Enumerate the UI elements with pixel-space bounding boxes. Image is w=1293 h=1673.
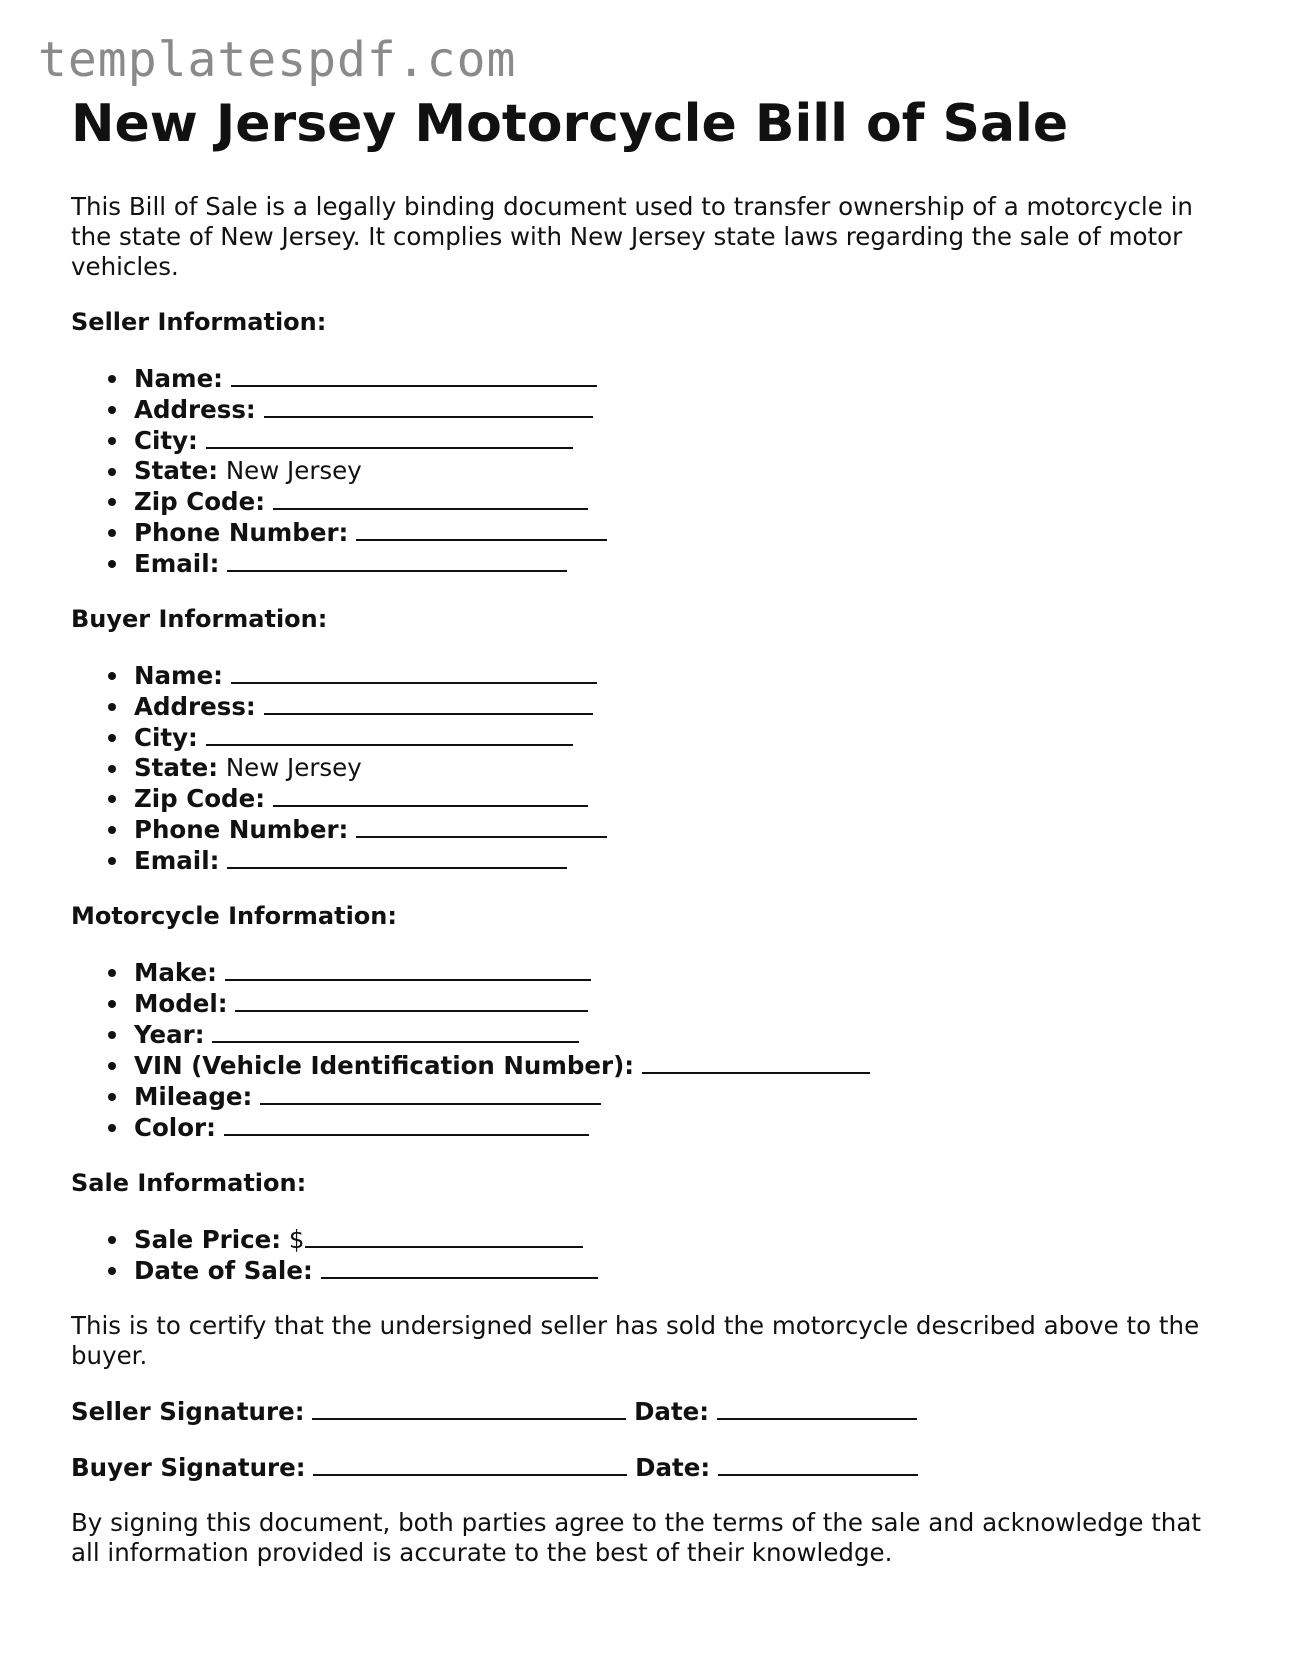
field-label: VIN (Vehicle Identification Number):	[134, 1051, 635, 1080]
seller-city-field[interactable]	[206, 425, 573, 449]
currency-symbol: $	[288, 1225, 305, 1254]
field-label: Sale Price:	[134, 1225, 282, 1254]
certification-paragraph: This is to certify that the undersigned seller has sold the motorcycle described above to the buyer.	[71, 1311, 1200, 1370]
sale-date-item	[134, 1255, 1231, 1286]
motorcycle-field-list	[71, 957, 1231, 1143]
buyer-email-item	[134, 845, 1231, 876]
seller-phone-field[interactable]	[356, 517, 607, 541]
seller-phone-item	[134, 517, 1231, 548]
buyer-address-field[interactable]	[264, 691, 593, 715]
buyer-date-label: Date:	[635, 1453, 711, 1482]
field-label: Address:	[134, 692, 256, 721]
page-title: New Jersey Motorcycle Bill of Sale	[71, 94, 1069, 154]
sale-field-list	[71, 1224, 1231, 1286]
field-label: Zip Code:	[134, 784, 265, 813]
buyer-address-item	[134, 691, 1231, 722]
seller-state-value: New Jersey	[225, 456, 362, 485]
field-label: Phone Number:	[134, 815, 349, 844]
seller-section-heading: Seller Information:	[71, 308, 327, 336]
closing-paragraph: By signing this document, both parties agree to the terms of the sale and acknowledge that all information provided is accurate to the best of their knowledge.	[71, 1508, 1201, 1567]
sale-price-field[interactable]	[305, 1224, 583, 1248]
sale-date-field[interactable]	[321, 1255, 598, 1279]
motorcycle-model-field[interactable]	[235, 988, 588, 1012]
field-label: Email:	[134, 846, 220, 875]
buyer-signature-line	[71, 1452, 1231, 1483]
buyer-date-field[interactable]	[718, 1452, 918, 1476]
seller-signature-line	[71, 1396, 1231, 1427]
motorcycle-year-item	[134, 1019, 1231, 1050]
field-label: Make:	[134, 958, 217, 987]
field-label: Model:	[134, 989, 228, 1018]
field-label: Name:	[134, 364, 223, 393]
buyer-section-heading: Buyer Information:	[71, 605, 328, 633]
motorcycle-vin-field[interactable]	[642, 1050, 870, 1074]
motorcycle-color-field[interactable]	[224, 1112, 589, 1136]
field-label: Address:	[134, 395, 256, 424]
sale-section-heading: Sale Information:	[71, 1169, 307, 1197]
motorcycle-mileage-item	[134, 1081, 1231, 1112]
motorcycle-make-item	[134, 957, 1231, 988]
buyer-zip-field[interactable]	[273, 783, 588, 807]
seller-address-field[interactable]	[264, 394, 593, 418]
sale-price-item	[134, 1224, 1231, 1255]
seller-zip-field[interactable]	[273, 486, 588, 510]
field-label: Color:	[134, 1113, 216, 1142]
buyer-city-field[interactable]	[206, 722, 573, 746]
buyer-phone-field[interactable]	[356, 814, 607, 838]
seller-address-item	[134, 394, 1231, 425]
buyer-zip-item	[134, 783, 1231, 814]
intro-paragraph: This Bill of Sale is a legally binding document used to transfer ownership of a motorcycle in the state of New Jersey. It complies with New Jersey state laws regarding the sale of motor vehicles.	[71, 192, 1193, 281]
seller-zip-item	[134, 486, 1231, 517]
field-label: City:	[134, 426, 198, 455]
seller-field-list	[71, 363, 1231, 579]
seller-date-label: Date:	[634, 1397, 710, 1426]
field-label: Email:	[134, 549, 220, 578]
field-label: Year:	[134, 1020, 205, 1049]
seller-name-field[interactable]	[231, 363, 597, 387]
seller-state-item	[134, 456, 1231, 486]
motorcycle-section-heading: Motorcycle Information:	[71, 902, 397, 930]
motorcycle-mileage-field[interactable]	[260, 1081, 601, 1105]
field-label: Date of Sale:	[134, 1256, 313, 1285]
seller-city-item	[134, 425, 1231, 456]
buyer-email-field[interactable]	[227, 845, 567, 869]
seller-signature-label: Seller Signature:	[71, 1397, 305, 1426]
field-label: State:	[134, 456, 219, 485]
motorcycle-year-field[interactable]	[212, 1019, 579, 1043]
buyer-field-list	[71, 660, 1231, 876]
watermark: templatespdf.com	[38, 32, 517, 88]
buyer-name-field[interactable]	[231, 660, 597, 684]
buyer-name-item	[134, 660, 1231, 691]
buyer-state-item	[134, 753, 1231, 783]
seller-email-field[interactable]	[227, 548, 567, 572]
seller-date-field[interactable]	[717, 1396, 917, 1420]
buyer-state-value: New Jersey	[225, 753, 362, 782]
motorcycle-model-item	[134, 988, 1231, 1019]
field-label: City:	[134, 723, 198, 752]
field-label: Mileage:	[134, 1082, 253, 1111]
document-page	[71, 90, 1231, 1568]
buyer-phone-item	[134, 814, 1231, 845]
field-label: Phone Number:	[134, 518, 349, 547]
motorcycle-vin-item	[134, 1050, 1231, 1081]
seller-signature-field[interactable]	[312, 1396, 626, 1420]
buyer-signature-field[interactable]	[313, 1452, 627, 1476]
motorcycle-color-item	[134, 1112, 1231, 1143]
buyer-city-item	[134, 722, 1231, 753]
seller-email-item	[134, 548, 1231, 579]
field-label: State:	[134, 753, 219, 782]
field-label: Zip Code:	[134, 487, 265, 516]
seller-name-item	[134, 363, 1231, 394]
motorcycle-make-field[interactable]	[225, 957, 591, 981]
buyer-signature-label: Buyer Signature:	[71, 1453, 306, 1482]
field-label: Name:	[134, 661, 223, 690]
